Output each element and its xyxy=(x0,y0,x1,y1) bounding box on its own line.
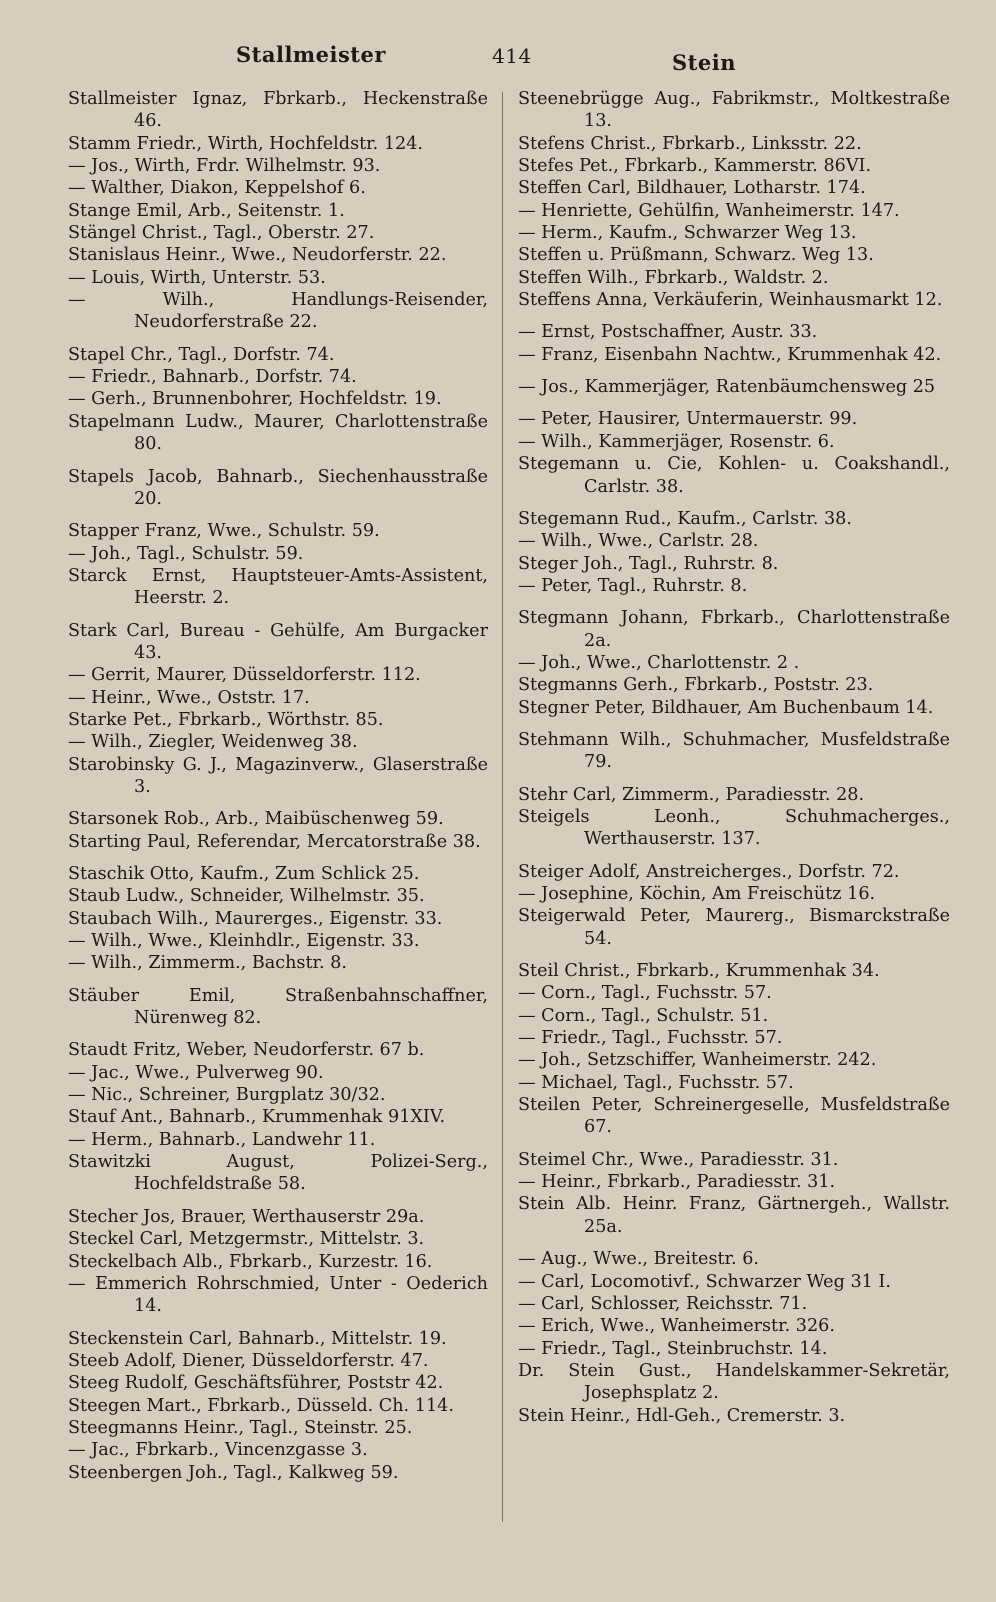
directory-entry: Steigerwald Peter, Maurerg., Bismarckstraße 54. xyxy=(518,906,950,949)
directory-entry: Starck Ernst, Hauptsteuer-Amts-Assistent, Heerstr. 2. xyxy=(68,565,488,609)
directory-entry: Stallmeister Ignaz, Fbrkarb., Heckenstraße 46. xyxy=(68,89,488,132)
directory-entry: Steckel Carl, Metzgermstr., Mittelstr. 3. xyxy=(68,1229,425,1250)
directory-entry: — Joh., Wwe., Charlottenstr. 2 . xyxy=(518,652,800,673)
directory-entry: — Wilh., Kammerjäger, Rosenstr. 6. xyxy=(518,431,835,452)
directory-entry: Stanislaus Heinr., Wwe., Neudorferstr. 22. xyxy=(68,245,447,266)
directory-entry: — Carl, Locomotivf., Schwarzer Weg 31 I. xyxy=(518,1271,891,1292)
directory-entry: — Wilh., Handlungs-Reisender, Neudorferstraße 22. xyxy=(68,290,488,333)
directory-entry: Stängel Christ., Tagl., Oberstr. 27. xyxy=(68,223,375,244)
directory-entry: Steger Joh., Tagl., Ruhrstr. 8. xyxy=(518,553,779,574)
directory-entry: Staschik Otto, Kaufm., Zum Schlick 25. xyxy=(68,864,420,884)
directory-entry: Stäuber Emil, Straßenbahnschaffner, Nürenweg 82. xyxy=(68,985,488,1029)
directory-entry: Steffens Anna, Verkäuferin, Weinhausmarkt 12. xyxy=(518,290,943,311)
directory-entry: — Jos., Wirth, Frdr. Wilhelmstr. 93. xyxy=(68,156,381,177)
directory-entry: — Michael, Tagl., Fuchsstr. 57. xyxy=(518,1072,794,1093)
directory-entry: — Heinr., Fbrkarb., Paradiesstr. 31. xyxy=(518,1172,836,1193)
directory-entry: Stark Carl, Bureau - Gehülfe, Am Burgacker 43. xyxy=(68,620,488,663)
directory-entry: Steimel Chr., Wwe., Paradiesstr. 31. xyxy=(518,1149,839,1170)
directory-entry: Stapels Jacob, Bahnarb., Siechenhausstraße 20. xyxy=(68,466,488,509)
directory-entry: — Aug., Wwe., Breitestr. 6. xyxy=(518,1249,760,1270)
directory-entry: Steenbergen Joh., Tagl., Kalkweg 59. xyxy=(68,1462,399,1483)
directory-entry: — Wilh., Wwe., Kleinhdlr., Eigenstr. 33. xyxy=(68,931,420,952)
running-head-left: Stallmeister xyxy=(236,42,386,67)
page-header xyxy=(0,38,996,78)
directory-entry: — Wilh., Wwe., Carlstr. 28. xyxy=(518,531,759,552)
directory-entry: — Herm., Bahnarb., Landwehr 11. xyxy=(68,1129,376,1150)
directory-entry: Stegemann Rud., Kaufm., Carlstr. 38. xyxy=(518,508,852,529)
directory-entry: Stapper Franz, Wwe., Schulstr. 59. xyxy=(68,521,380,542)
directory-entry: Starting Paul, Referendar, Mercatorstraße 38. xyxy=(68,831,481,852)
directory-entry: Starke Pet., Fbrkarb., Wörthstr. 85. xyxy=(68,709,384,730)
running-head-right: Stein xyxy=(672,50,736,75)
directory-entry: — Peter, Hausirer, Untermauerstr. 99. xyxy=(518,409,858,430)
directory-entry: Steckenstein Carl, Bahnarb., Mittelstr. 19. xyxy=(68,1328,447,1349)
directory-entry: — Henriette, Gehülfin, Wanheimerstr. 147. xyxy=(518,200,900,221)
left-column xyxy=(68,88,488,1484)
directory-entry: Steffen Carl, Bildhauer, Lotharstr. 174. xyxy=(518,178,866,199)
column-divider xyxy=(502,92,503,1522)
directory-entry: Steegen Mart., Fbrkarb., Düsseld. Ch. 114. xyxy=(68,1395,454,1416)
directory-entry: — Josephine, Köchin, Am Freischütz 16. xyxy=(518,884,876,904)
directory-entry: Steckelbach Alb., Fbrkarb., Kurzestr. 16. xyxy=(68,1251,433,1272)
directory-entry: Stawitzki August, Polizei-Serg., Hochfeldstraße 58. xyxy=(68,1152,488,1195)
directory-entry: — Emmerich Rohrschmied, Unter - Oederich 14. xyxy=(68,1273,488,1317)
directory-entry: — Jac., Fbrkarb., Vincenzgasse 3. xyxy=(68,1440,368,1461)
directory-entry: Steil Christ., Fbrkarb., Krummenhak 34. xyxy=(518,961,880,982)
directory-entry: Stefes Pet., Fbrkarb., Kammerstr. 86VI. xyxy=(518,156,872,177)
directory-entry: Stefens Christ., Fbrkarb., Linksstr. 22. xyxy=(518,133,862,154)
directory-entry: Stehmann Wilh., Schuhmacher, Musfeldstraße 79. xyxy=(518,729,950,773)
directory-entry: Stegmann Johann, Fbrkarb., Charlottenstraße 2a. xyxy=(518,608,950,651)
directory-entry: — Louis, Wirth, Unterstr. 53. xyxy=(68,267,326,288)
directory-entry: Stecher Jos, Brauer, Werthauserstr 29a. xyxy=(68,1206,425,1227)
directory-entry: Steilen Peter, Schreinergeselle, Musfeldstraße 67. xyxy=(518,1095,950,1138)
directory-entry: — Heinr., Wwe., Oststr. 17. xyxy=(68,687,310,708)
directory-entry: Stapelmann Ludw., Maurer, Charlottenstraße 80. xyxy=(68,411,488,455)
directory-entry: Steenebrügge Aug., Fabrikmstr., Moltkestraße 13. xyxy=(518,89,950,132)
directory-entry: — Joh., Setzschiffer, Wanheimerstr. 242. xyxy=(518,1050,877,1071)
directory-entry: — Jos., Kammerjäger, Ratenbäumchensweg 25 xyxy=(518,377,936,398)
directory-entry: Steiger Adolf, Anstreicherges., Dorfstr. 72. xyxy=(518,861,900,882)
directory-entry: Steffen Wilh., Fbrkarb., Waldstr. 2. xyxy=(518,267,829,288)
directory-entry: Stein Alb. Heinr. Franz, Gärtnergeh., Wallstr. 25a. xyxy=(518,1194,950,1237)
directory-entry: — Peter, Tagl., Ruhrstr. 8. xyxy=(518,575,748,596)
directory-entry: Steeg Rudolf, Geschäftsführer, Poststr 42. xyxy=(68,1373,444,1394)
directory-entry: — Jac., Wwe., Pulverweg 90. xyxy=(68,1062,324,1083)
directory-entry: Stange Emil, Arb., Seitenstr. 1. xyxy=(68,200,345,221)
directory-entry: — Walther, Diakon, Keppelshof 6. xyxy=(68,178,366,199)
directory-entry: — Gerh., Brunnenbohrer, Hochfeldstr. 19. xyxy=(68,389,442,410)
directory-entry: — Wilh., Ziegler, Weidenweg 38. xyxy=(68,732,358,753)
directory-entry: Steeb Adolf, Diener, Düsseldorferstr. 47. xyxy=(68,1350,429,1371)
directory-entry: Staudt Fritz, Weber, Neudorferstr. 67 b. xyxy=(68,1040,425,1061)
directory-entry: — Erich, Wwe., Wanheimerstr. 326. xyxy=(518,1316,835,1337)
directory-entry: — Ernst, Postschaffner, Austr. 33. xyxy=(518,322,818,343)
directory-entry: Stein Heinr., Hdl-Geh., Cremerstr. 3. xyxy=(518,1405,846,1426)
directory-entry: — Corn., Tagl., Schulstr. 51. xyxy=(518,1005,769,1026)
directory-entry: — Nic., Schreiner, Burgplatz 30/32. xyxy=(68,1085,386,1106)
directory-entry: Stauf Ant., Bahnarb., Krummenhak 91XIV. xyxy=(68,1107,446,1128)
directory-entry: Starobinsky G. J., Magazinverw., Glaserstraße 3. xyxy=(68,754,488,797)
directory-entry: — Wilh., Zimmerm., Bachstr. 8. xyxy=(68,953,347,974)
directory-entry: Steffen u. Prüßmann, Schwarz. Weg 13. xyxy=(518,245,874,266)
directory-entry: Stegner Peter, Bildhauer, Am Buchenbaum 14. xyxy=(518,697,934,718)
directory-entry: Starsonek Rob., Arb., Maibüschenweg 59. xyxy=(68,809,444,830)
directory-entry: Stamm Friedr., Wirth, Hochfeldstr. 124. xyxy=(68,133,424,154)
directory-entry: Steegmanns Heinr., Tagl., Steinstr. 25. xyxy=(68,1417,413,1438)
directory-entry: Staub Ludw., Schneider, Wilhelmstr. 35. xyxy=(68,886,425,907)
directory-entry: — Herm., Kaufm., Schwarzer Weg 13. xyxy=(518,223,857,244)
directory-entry: Stapel Chr., Tagl., Dorfstr. 74. xyxy=(68,344,335,365)
right-column xyxy=(518,88,950,1427)
directory-entry: — Corn., Tagl., Fuchsstr. 57. xyxy=(518,983,772,1004)
directory-entry: Stegmanns Gerh., Fbrkarb., Poststr. 23. xyxy=(518,675,874,696)
directory-entry: — Friedr., Bahnarb., Dorfstr. 74. xyxy=(68,367,357,388)
page-number: 414 xyxy=(492,44,532,68)
directory-entry: Steigels Leonh., Schuhmacherges., Werthauserstr. 137. xyxy=(518,806,950,850)
directory-entry: Stehr Carl, Zimmerm., Paradiesstr. 28. xyxy=(518,784,865,805)
directory-entry: Staubach Wilh., Maurerges., Eigenstr. 33. xyxy=(68,908,443,929)
directory-entry: — Carl, Schlosser, Reichsstr. 71. xyxy=(518,1293,808,1314)
directory-entry: — Friedr., Tagl., Steinbruchstr. 14. xyxy=(518,1338,828,1359)
directory-entry: — Franz, Eisenbahn Nachtw., Krummenhak 42. xyxy=(518,344,942,365)
directory-entry: — Friedr., Tagl., Fuchsstr. 57. xyxy=(518,1028,783,1049)
directory-entry: Dr. Stein Gust., Handelskammer-Sekretär, Josephsplatz 2. xyxy=(518,1360,950,1404)
directory-entry: — Joh., Tagl., Schulstr. 59. xyxy=(68,543,304,564)
directory-entry: Stegemann u. Cie, Kohlen- u. Coakshandl., Carlstr. 38. xyxy=(518,454,950,497)
directory-entry: — Gerrit, Maurer, Düsseldorferstr. 112. xyxy=(68,665,421,686)
